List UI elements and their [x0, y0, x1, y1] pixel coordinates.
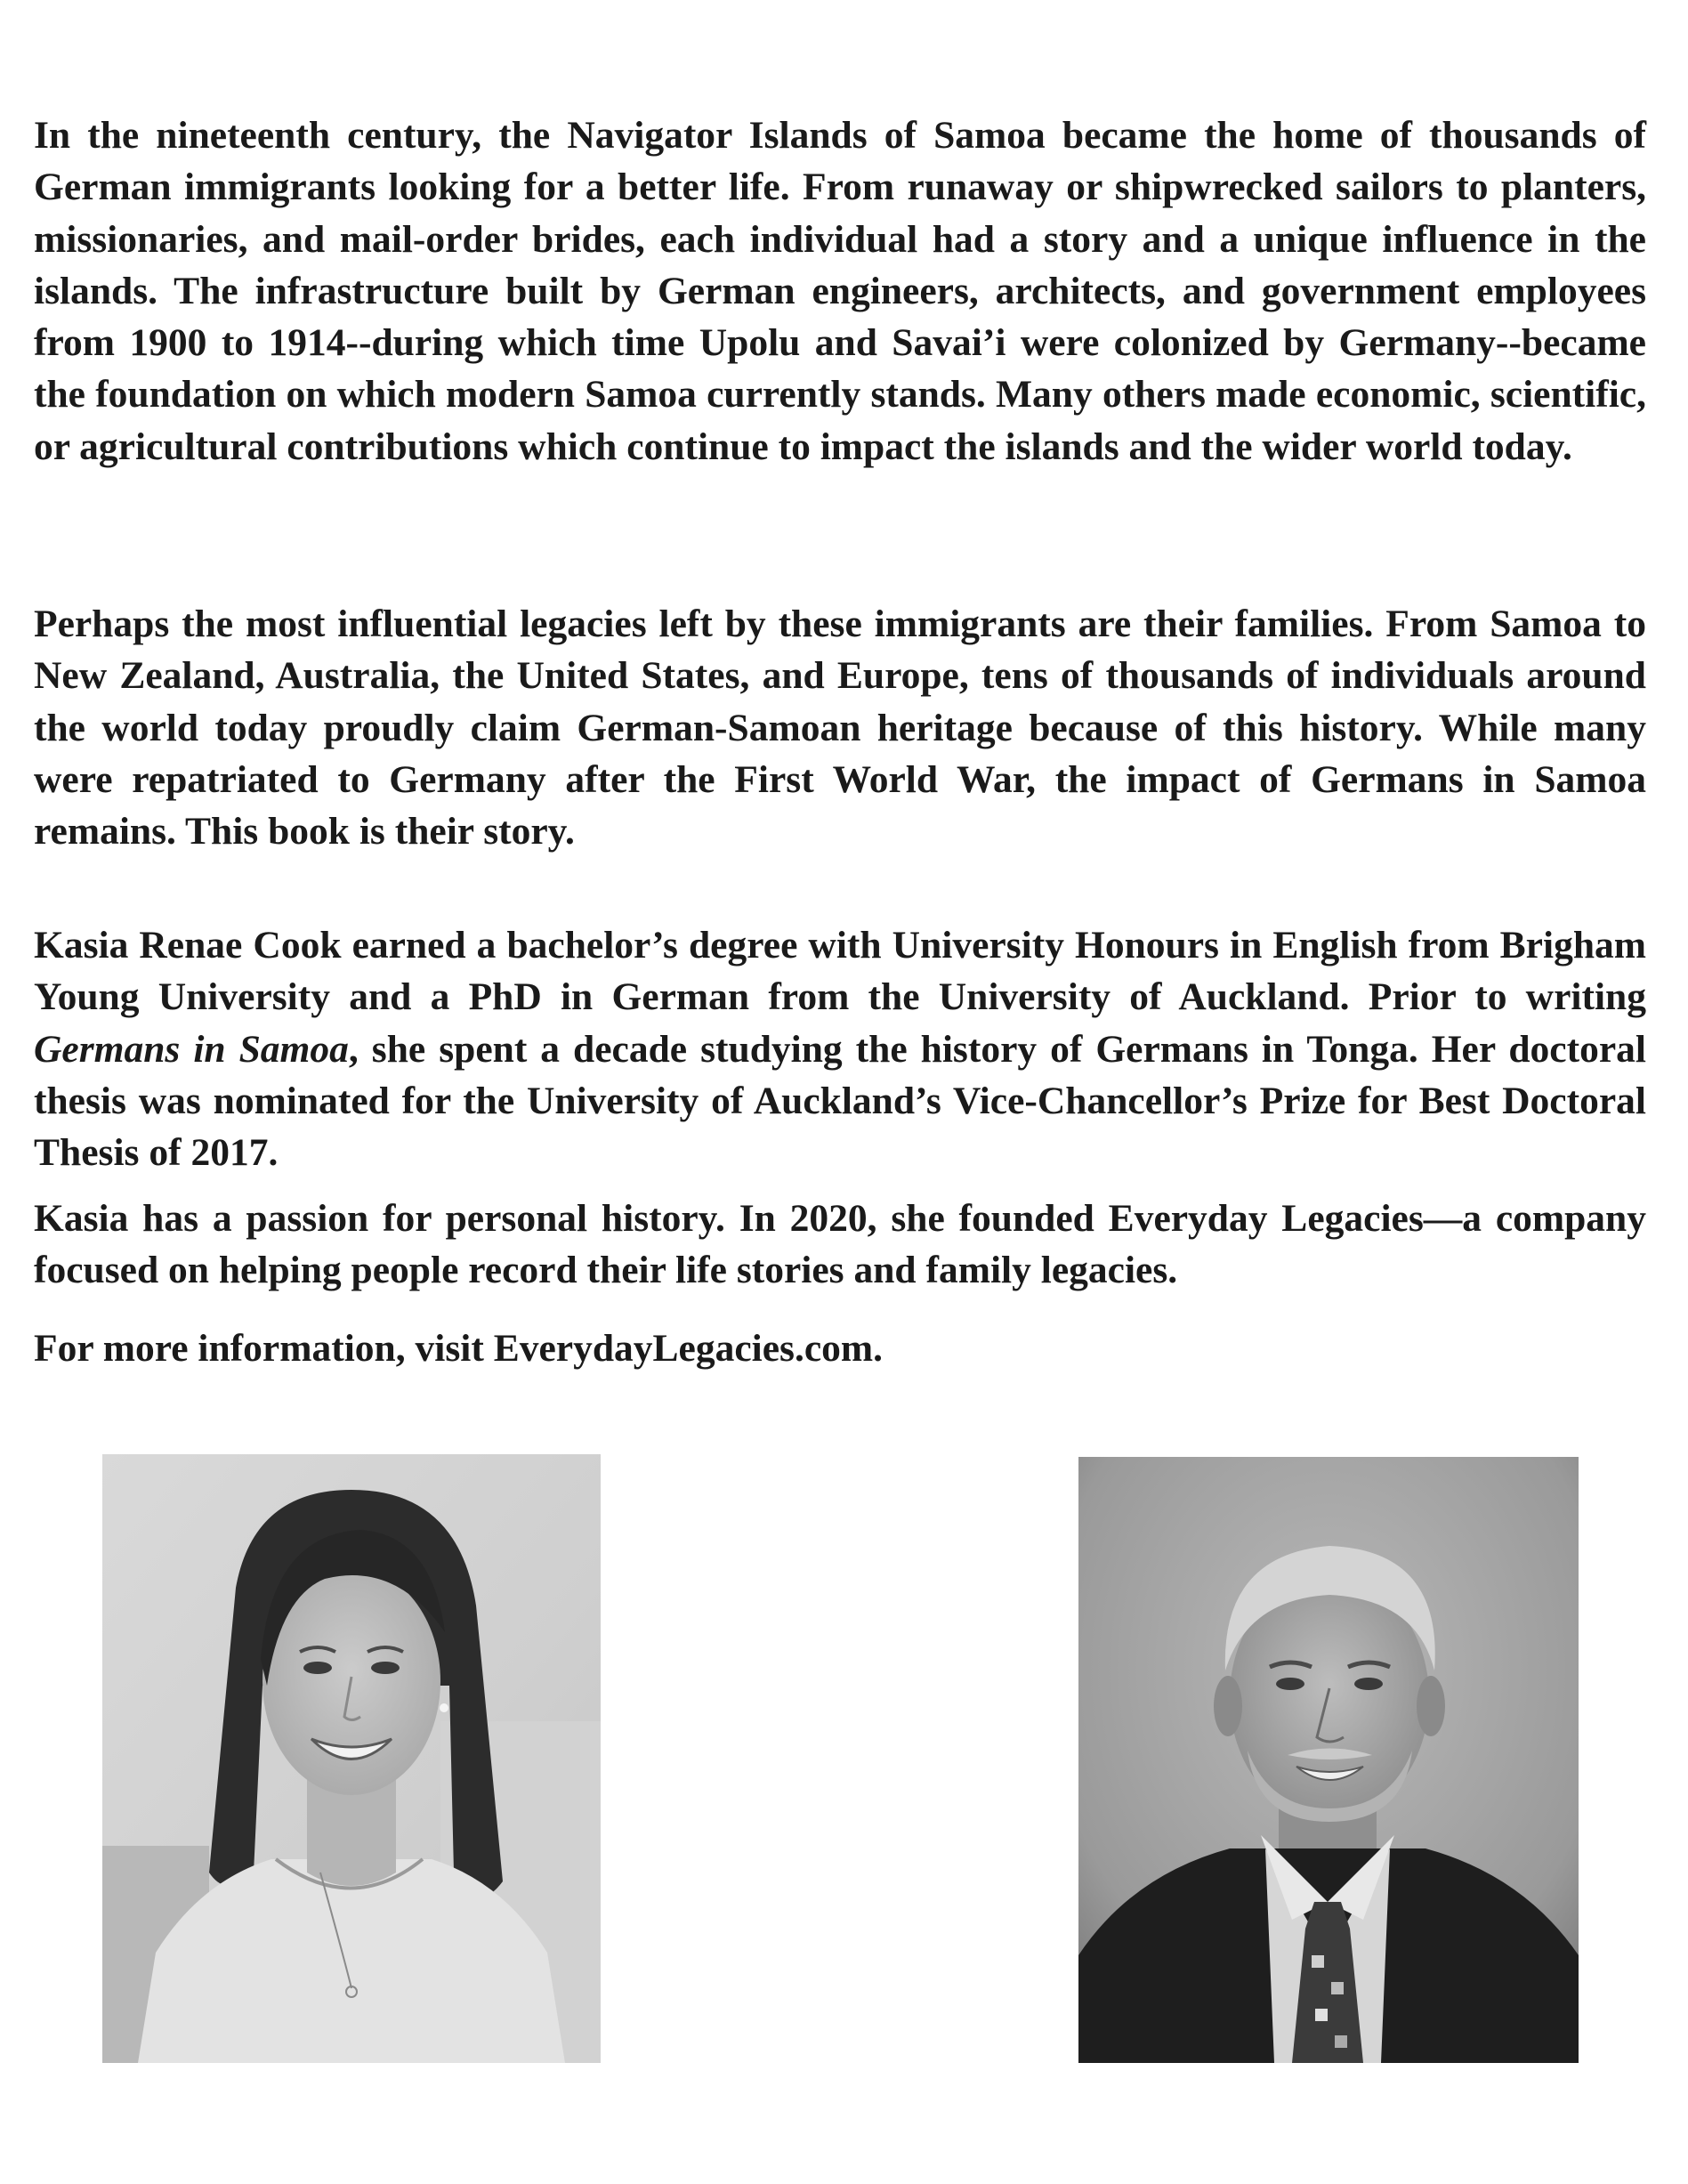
- more-info-paragraph: For more information, visit EverydayLegacies.com.: [34, 1327, 884, 1370]
- portrait-man-image: [1078, 1457, 1579, 2063]
- portrait-woman-image: [102, 1454, 601, 2063]
- author-passion-paragraph: Kasia has a passion for personal history. In 2020, she founded Everyday Legacies—a company focused on helping people record their life stories and family legacies.: [34, 1197, 1646, 1292]
- legacy-paragraph: Perhaps the most influential legacies left by these immigrants are their families. From Samoa to New Zealand, Australia, the United States, and Europe, tens of thousands of individuals around the world today proudly claim German-Samoan heritage because of this history. While many were repatriated to Germany after the First World War, the impact of Germans in Samoa remains. This book is their story.: [34, 603, 1646, 853]
- author-bio-text-end: , she spent a decade studying the history of Germans in Tonga. Her doctoral thesis was nominated for the University of Auckland’s Vice-Chancellor’s Prize for Best Doctoral Thesis of 2017.: [34, 1027, 1646, 1175]
- author-photo-right: [1078, 1457, 1579, 2063]
- author-bio-text-start: Kasia Renae Cook earned a bachelor’s degree with University Honours in English from Brigham Young University and a PhD in German from the University of Auckland. Prior to writing: [34, 924, 1646, 1019]
- author-bio-paragraph: [34, 919, 1646, 1178]
- intro-paragraph: In the nineteenth century, the Navigator Islands of Samoa became the home of thousands of German immigrants looking for a better life. From runaway or shipwrecked sailors to planters, missionaries, and mail-order brides, each individual had a story and a unique influence in the islands. The infrastructure built by German engineers, architects, and government employees from 1900 to 1914--during which time Upolu and Savai’i were colonized by Germany--became the foundation on which modern Samoa currently stands. Many others made economic, scientific, or agricultural contributions which continue to impact the islands and the wider world today.: [34, 114, 1646, 468]
- author-photo-left: [102, 1454, 601, 2063]
- book-title: Germans in Samoa: [34, 1027, 349, 1071]
